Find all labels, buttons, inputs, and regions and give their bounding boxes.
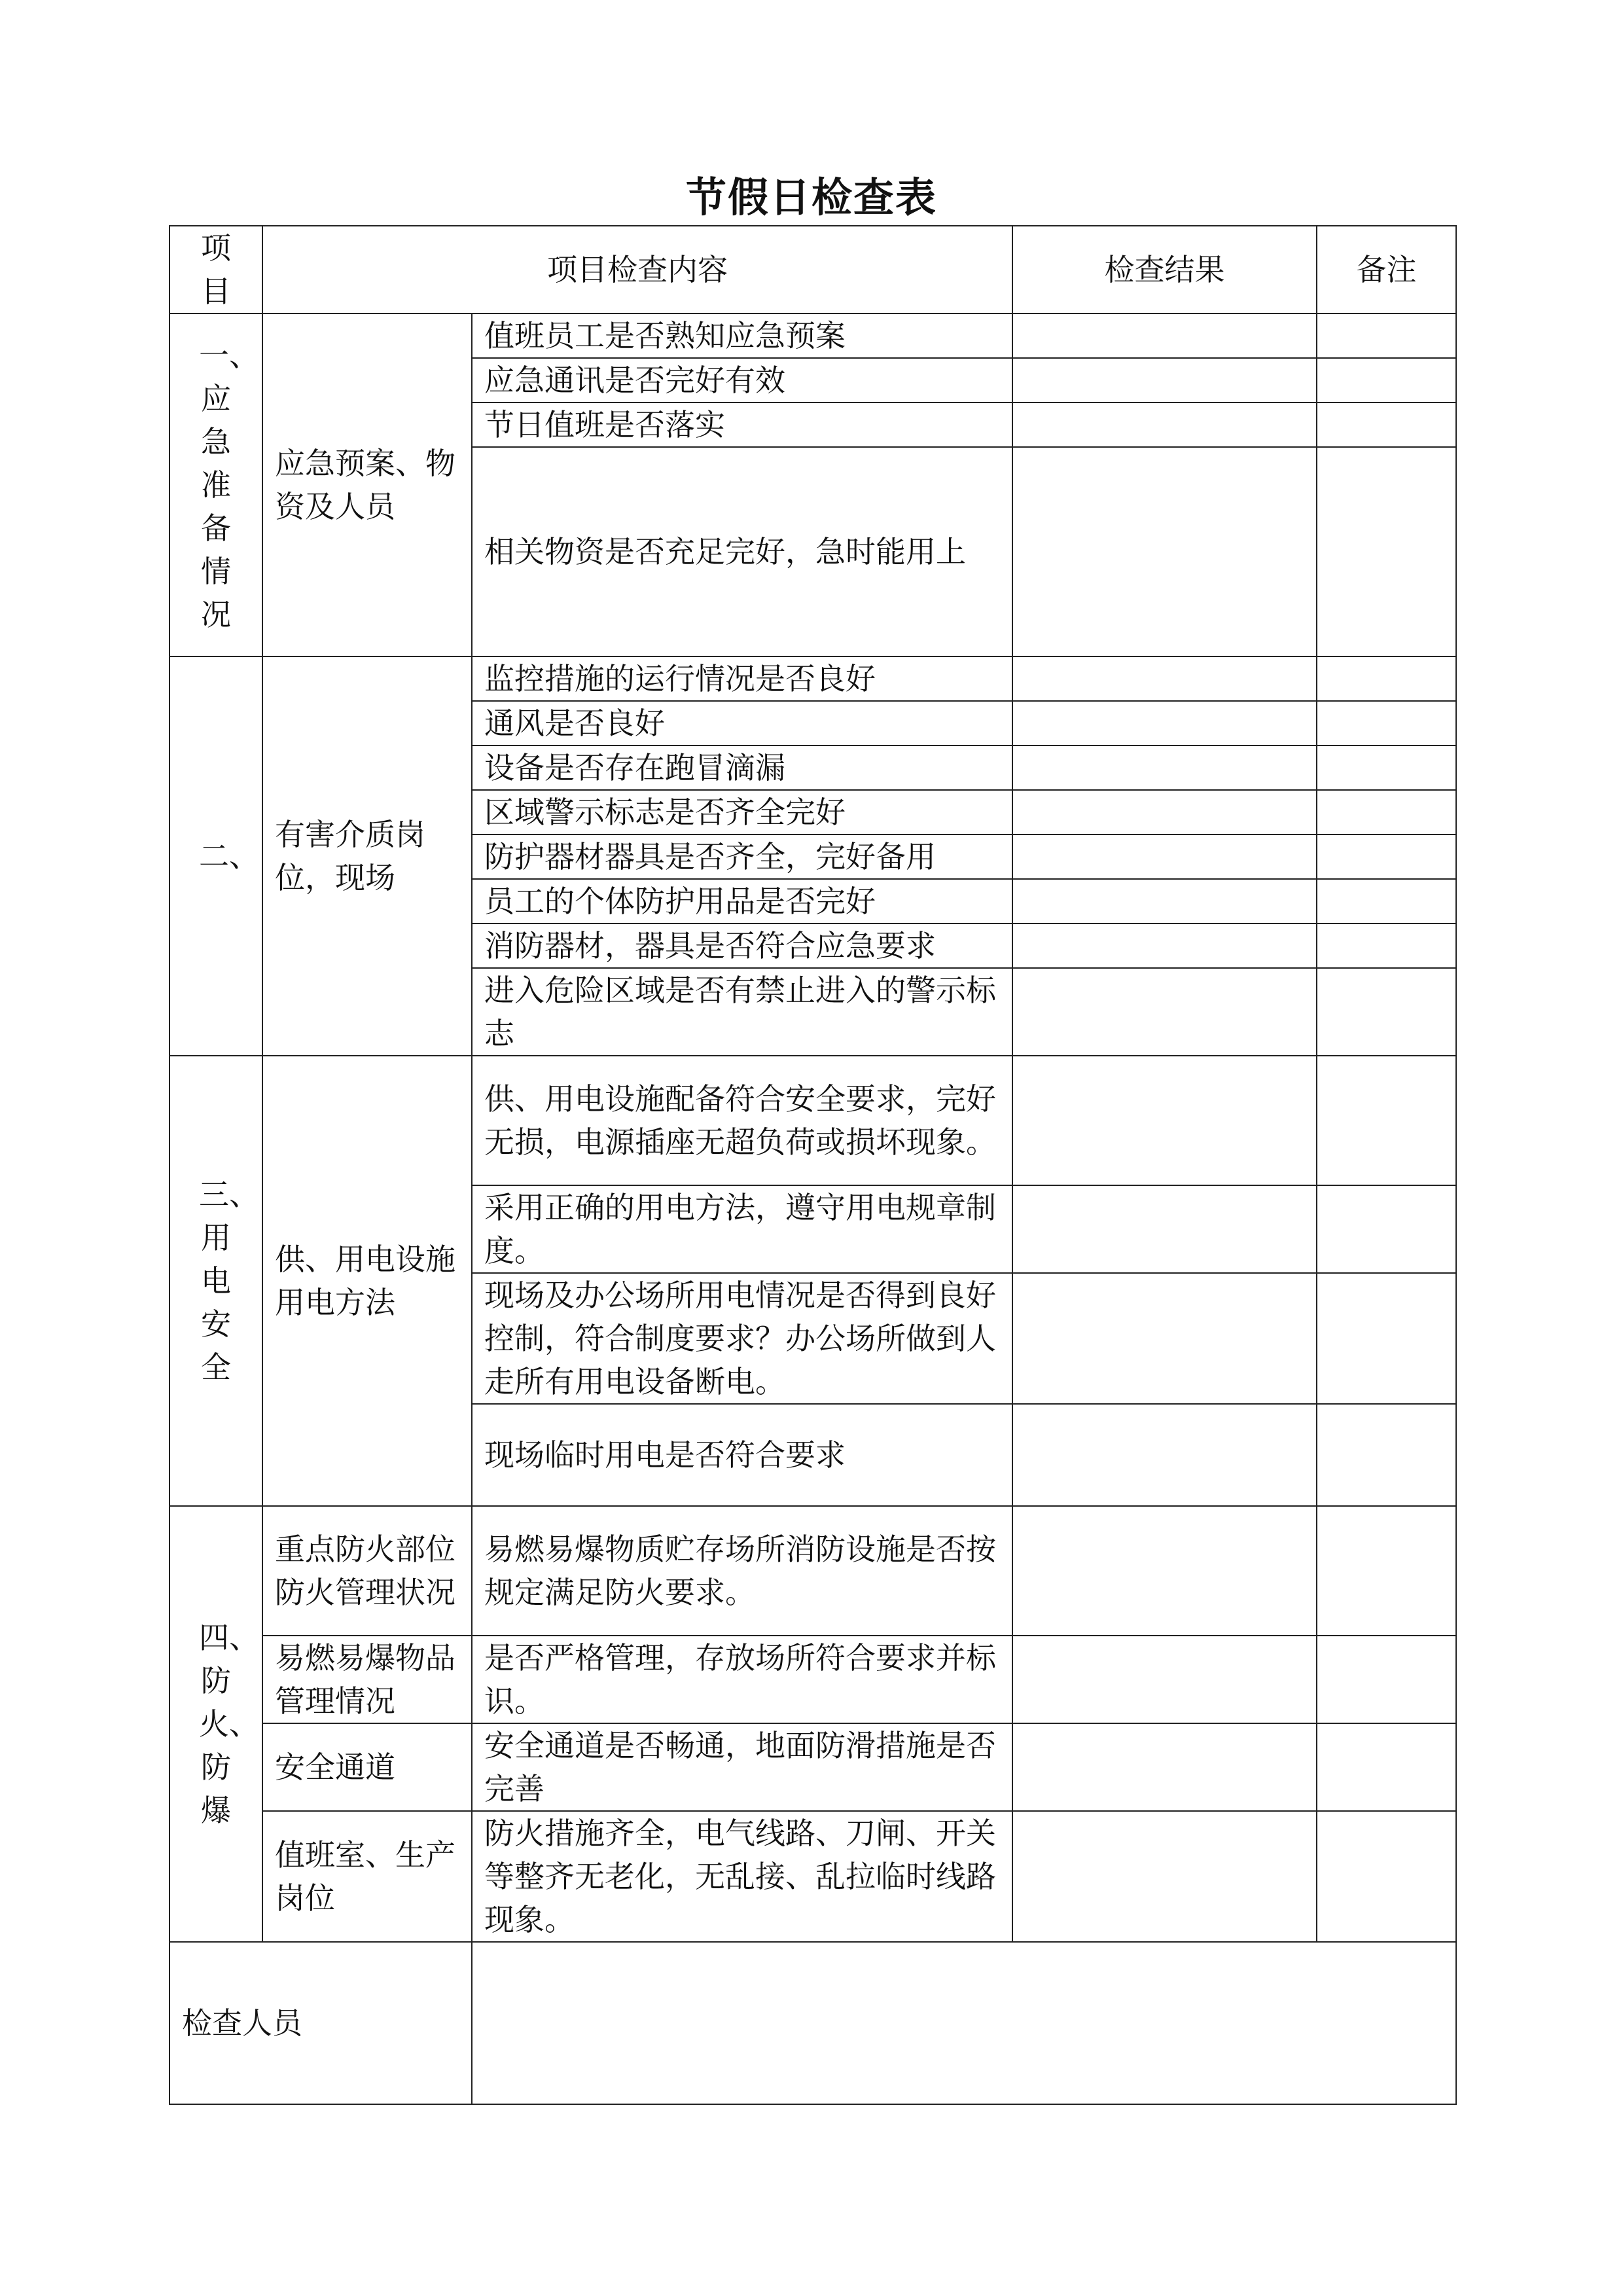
- remark-cell[interactable]: [1317, 1811, 1456, 1942]
- inspector-signature-cell[interactable]: [472, 1942, 1456, 2104]
- remark-cell[interactable]: [1317, 924, 1456, 968]
- remark-cell[interactable]: [1317, 656, 1456, 701]
- remark-cell[interactable]: [1317, 745, 1456, 790]
- remark-cell[interactable]: [1317, 834, 1456, 879]
- inspector-label: 检查人员: [169, 1942, 472, 2104]
- check-item: 安全通道是否畅通，地面防滑措施是否完善: [472, 1723, 1012, 1811]
- check-item: 通风是否良好: [472, 701, 1012, 745]
- result-cell[interactable]: [1012, 879, 1317, 924]
- result-cell[interactable]: [1012, 701, 1317, 745]
- result-cell[interactable]: [1012, 1185, 1317, 1273]
- remark-cell[interactable]: [1317, 1185, 1456, 1273]
- category-cell: 应急预案、物资及人员: [262, 314, 472, 656]
- table-row: [169, 656, 1456, 701]
- check-item: 现场及办公场所用电情况是否得到良好控制，符合制度要求？办公场所做到人走所有用电设备断电。: [472, 1273, 1012, 1404]
- remark-cell[interactable]: [1317, 447, 1456, 656]
- result-cell[interactable]: [1012, 656, 1317, 701]
- category-cell: 供、用电设施用电方法: [262, 1056, 472, 1506]
- result-cell[interactable]: [1012, 968, 1317, 1056]
- remark-cell[interactable]: [1317, 1273, 1456, 1404]
- check-item: 防护器材器具是否齐全，完好备用: [472, 834, 1012, 879]
- result-cell[interactable]: [1012, 1636, 1317, 1723]
- remark-cell[interactable]: [1317, 790, 1456, 834]
- category-cell: 重点防火部位防火管理状况: [262, 1506, 472, 1636]
- remark-cell[interactable]: [1317, 879, 1456, 924]
- check-item: 节日值班是否落实: [472, 403, 1012, 447]
- header-item: 项目: [169, 226, 262, 314]
- result-cell[interactable]: [1012, 1506, 1317, 1636]
- section-label: 三、用电安全: [169, 1056, 262, 1506]
- table-row: [169, 314, 1456, 358]
- check-item: 员工的个体防护用品是否完好: [472, 879, 1012, 924]
- result-cell[interactable]: [1012, 790, 1317, 834]
- check-item: 区域警示标志是否齐全完好: [472, 790, 1012, 834]
- section-label: 四、防火、防爆: [169, 1506, 262, 1942]
- header-remark: 备注: [1317, 226, 1456, 314]
- remark-cell[interactable]: [1317, 1056, 1456, 1185]
- category-cell: 有害介质岗位，现场: [262, 656, 472, 1056]
- check-item: 供、用电设施配备符合安全要求，完好无损，电源插座无超负荷或损坏现象。: [472, 1056, 1012, 1185]
- section-label: 二、: [169, 656, 262, 1056]
- remark-cell[interactable]: [1317, 701, 1456, 745]
- inspector-row: [169, 1942, 1456, 2104]
- table-row: [169, 1056, 1456, 1185]
- check-item: 易燃易爆物质贮存场所消防设施是否按规定满足防火要求。: [472, 1506, 1012, 1636]
- check-item: 相关物资是否充足完好，急时能用上: [472, 447, 1012, 656]
- result-cell[interactable]: [1012, 358, 1317, 403]
- category-cell: 易燃易爆物品管理情况: [262, 1636, 472, 1723]
- result-cell[interactable]: [1012, 1273, 1317, 1404]
- check-item: 消防器材，器具是否符合应急要求: [472, 924, 1012, 968]
- remark-cell[interactable]: [1317, 1636, 1456, 1723]
- check-item: 应急通讯是否完好有效: [472, 358, 1012, 403]
- result-cell[interactable]: [1012, 1811, 1317, 1942]
- section-label: 一、应急准备情况: [169, 314, 262, 656]
- check-item: 值班员工是否熟知应急预案: [472, 314, 1012, 358]
- check-item: 采用正确的用电方法，遵守用电规章制度。: [472, 1185, 1012, 1273]
- remark-cell[interactable]: [1317, 968, 1456, 1056]
- header-row: [169, 226, 1456, 314]
- remark-cell[interactable]: [1317, 1723, 1456, 1811]
- remark-cell[interactable]: [1317, 1404, 1456, 1506]
- remark-cell[interactable]: [1317, 1506, 1456, 1636]
- result-cell[interactable]: [1012, 1723, 1317, 1811]
- result-cell[interactable]: [1012, 314, 1317, 358]
- result-cell[interactable]: [1012, 403, 1317, 447]
- result-cell[interactable]: [1012, 1404, 1317, 1506]
- remark-cell[interactable]: [1317, 358, 1456, 403]
- result-cell[interactable]: [1012, 834, 1317, 879]
- table-row: [169, 1811, 1456, 1942]
- header-content: 项目检查内容: [262, 226, 1012, 314]
- table-row: [169, 1636, 1456, 1723]
- result-cell[interactable]: [1012, 1056, 1317, 1185]
- category-cell: 值班室、生产岗位: [262, 1811, 472, 1942]
- result-cell[interactable]: [1012, 447, 1317, 656]
- check-item: 现场临时用电是否符合要求: [472, 1404, 1012, 1506]
- check-item: 设备是否存在跑冒滴漏: [472, 745, 1012, 790]
- header-result: 检查结果: [1012, 226, 1317, 314]
- check-item: 是否严格管理，存放场所符合要求并标识。: [472, 1636, 1012, 1723]
- check-item: 监控措施的运行情况是否良好: [472, 656, 1012, 701]
- page-title: 节假日检查表: [685, 173, 937, 221]
- remark-cell[interactable]: [1317, 403, 1456, 447]
- check-item: 防火措施齐全，电气线路、刀闸、开关等整齐无老化，无乱接、乱拉临时线路现象。: [472, 1811, 1012, 1942]
- table-row: [169, 1506, 1456, 1636]
- remark-cell[interactable]: [1317, 314, 1456, 358]
- category-cell: 安全通道: [262, 1723, 472, 1811]
- table-row: [169, 1723, 1456, 1811]
- check-item: 进入危险区域是否有禁止进入的警示标志: [472, 968, 1012, 1056]
- result-cell[interactable]: [1012, 924, 1317, 968]
- inspection-table: [169, 225, 1457, 2105]
- result-cell[interactable]: [1012, 745, 1317, 790]
